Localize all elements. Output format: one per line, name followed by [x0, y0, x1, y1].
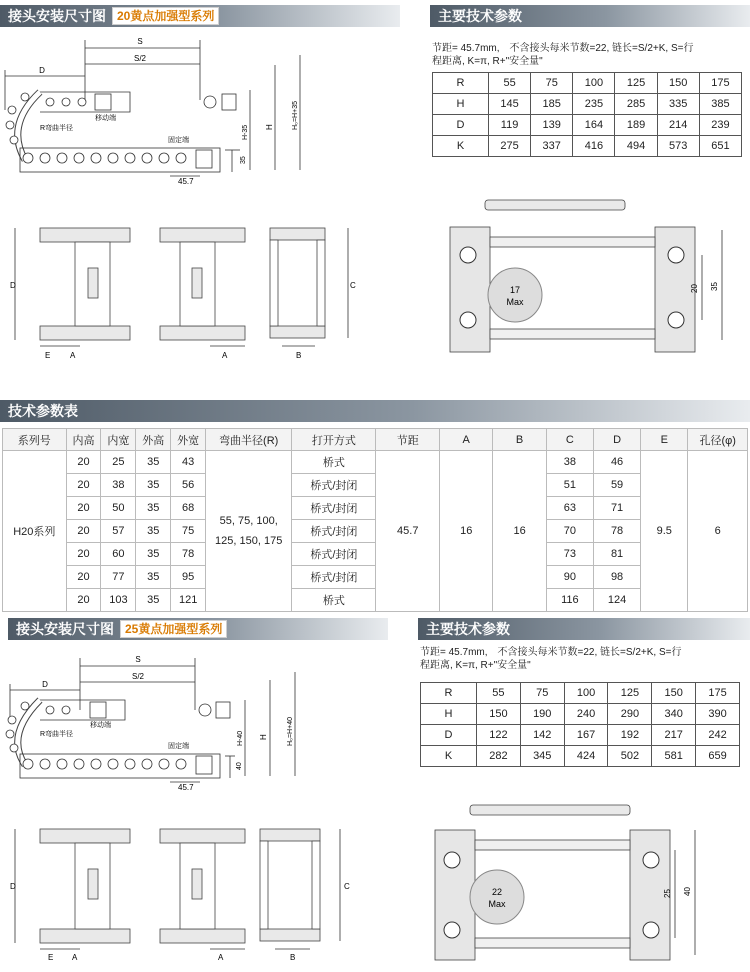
param-cell: 175 [696, 683, 740, 704]
param-cell: 100 [564, 683, 608, 704]
c-cell: 116 [546, 589, 593, 612]
section1-header [0, 5, 400, 27]
inner-height-label: 20 [690, 284, 699, 293]
section2-params-table [420, 682, 740, 767]
param-cell: 142 [520, 725, 564, 746]
param-cell: 189 [615, 115, 657, 136]
table-header-cell: 外高 [136, 429, 171, 451]
hole-cell: 6 [688, 451, 748, 612]
dim-a-label-2: A [72, 953, 78, 962]
param-cell: 214 [657, 115, 699, 136]
fixed-end-label-2: 固定端 [168, 743, 189, 750]
open-type-cell: 桥式/封闭 [292, 474, 376, 497]
param-row [421, 746, 740, 767]
dim-a-label: A [70, 351, 76, 360]
param-cell: 75 [520, 683, 564, 704]
param-cell: 275 [489, 136, 531, 157]
param-cell: 651 [699, 136, 741, 157]
dim-cell: 35 [136, 543, 171, 566]
dim-d-label: D [39, 66, 45, 75]
param-cell: 125 [608, 683, 652, 704]
dim-h-minus-label: H-35 [242, 124, 249, 140]
dim-cell: 103 [101, 589, 136, 612]
table-header-cell: 系列号 [3, 429, 67, 451]
c-cell: 38 [546, 451, 593, 474]
section1-params-table [432, 72, 742, 157]
param-cell: 125 [615, 73, 657, 94]
param-row [433, 73, 742, 94]
dim-d-side-label: D [10, 281, 16, 290]
dim-cell: 20 [66, 520, 101, 543]
dim-h-label-2: H [259, 734, 268, 740]
c-cell: 51 [546, 474, 593, 497]
dim-cell: 57 [101, 520, 136, 543]
param-row [433, 136, 742, 157]
d-cell: 81 [593, 543, 640, 566]
param-row-label: D [421, 725, 477, 746]
inner-height-label-2: 25 [663, 889, 672, 898]
dim-cell: 20 [66, 451, 101, 474]
dim-cell: 78 [171, 543, 206, 566]
section1-params-header [430, 5, 750, 27]
open-type-cell: 桥式/封闭 [292, 520, 376, 543]
dim-cell: 35 [136, 566, 171, 589]
section1-spec-text [432, 42, 750, 68]
dim-cell: 95 [171, 566, 206, 589]
param-cell: 416 [573, 136, 615, 157]
param-row [433, 115, 742, 136]
chain-install-drawing-1 [0, 30, 320, 190]
dim-cell: 121 [171, 589, 206, 612]
table-row [3, 451, 748, 474]
table-header-cell: C [546, 429, 593, 451]
dim-c-label: C [350, 281, 356, 290]
param-cell: 581 [652, 746, 696, 767]
dim-s2-label: S/2 [133, 54, 147, 63]
param-cell: 337 [531, 136, 573, 157]
open-type-cell: 桥式 [292, 451, 376, 474]
c-cell: 70 [546, 520, 593, 543]
param-cell: 242 [696, 725, 740, 746]
open-type-cell: 桥式/封闭 [292, 543, 376, 566]
table-header-cell: A [440, 429, 493, 451]
param-cell: 282 [477, 746, 521, 767]
param-cell: 150 [657, 73, 699, 94]
open-type-cell: 桥式/封闭 [292, 497, 376, 520]
dim-cell: 20 [66, 497, 101, 520]
pitch-cell: 45.7 [376, 451, 440, 612]
dim-d-side-label-2: D [10, 882, 16, 891]
dim-cell: 35 [136, 520, 171, 543]
param-cell: 55 [489, 73, 531, 94]
radius-line2: 125, 150, 175 [215, 535, 283, 547]
d-cell: 78 [593, 520, 640, 543]
param-cell: 217 [652, 725, 696, 746]
link-top-view-2 [0, 824, 380, 969]
table-header [0, 400, 750, 422]
dim-h-label: H [265, 124, 274, 130]
cross-section-1 [440, 195, 740, 360]
table-row [3, 474, 748, 497]
param-cell: 573 [657, 136, 699, 157]
section2-spec-line2: 程距离, K=π, R+"安全量" [420, 660, 531, 671]
c-cell: 73 [546, 543, 593, 566]
dim-cell: 20 [66, 566, 101, 589]
param-cell: 122 [477, 725, 521, 746]
param-cell: 385 [699, 94, 741, 115]
table-title: 技术参数表 [8, 403, 78, 419]
dim-cell: 20 [66, 474, 101, 497]
outer-height-label-2: 40 [683, 887, 692, 896]
tech-params-table [2, 428, 748, 612]
outer-height-label: 35 [710, 282, 719, 291]
series-cell: H20系列 [3, 451, 67, 612]
param-cell: 185 [531, 94, 573, 115]
param-cell: 190 [520, 704, 564, 725]
d-cell: 98 [593, 566, 640, 589]
param-cell: 167 [564, 725, 608, 746]
open-type-cell: 桥式/封闭 [292, 566, 376, 589]
dim-cell: 43 [171, 451, 206, 474]
dim-b-label-2: B [290, 953, 296, 962]
param-cell: 390 [696, 704, 740, 725]
dim-cell: 35 [136, 497, 171, 520]
moving-end-label: 移动端 [95, 115, 116, 122]
table-header-cell: D [593, 429, 640, 451]
radius-line1: 55, 75, 100, [219, 515, 278, 527]
dim-cell: 25 [101, 451, 136, 474]
chain-install-drawing-2 [0, 650, 320, 790]
table-header-cell: B [493, 429, 546, 451]
table-header-cell: 内宽 [101, 429, 136, 451]
param-row [421, 704, 740, 725]
dim-35-label: 35 [240, 156, 247, 164]
dim-cell: 60 [101, 543, 136, 566]
dim-40-label: 40 [236, 762, 243, 770]
param-row [433, 94, 742, 115]
param-cell: 502 [608, 746, 652, 767]
dim-a2-label: A [222, 351, 228, 360]
table-row [3, 589, 748, 612]
dim-hmax-label: H₀=H+35 [292, 101, 299, 130]
dim-a2-label-2: A [218, 953, 224, 962]
param-cell: 150 [477, 704, 521, 725]
param-cell: 150 [652, 683, 696, 704]
table-header-cell: E [641, 429, 688, 451]
param-cell: 235 [573, 94, 615, 115]
c-cell: 63 [546, 497, 593, 520]
param-cell: 55 [477, 683, 521, 704]
dim-cell: 75 [171, 520, 206, 543]
section2-series-tag: 25黄点加强型系列 [120, 620, 227, 638]
d-cell: 46 [593, 451, 640, 474]
section2-params-header [418, 618, 750, 640]
param-cell: 139 [531, 115, 573, 136]
dim-cell: 38 [101, 474, 136, 497]
dim-cell: 56 [171, 474, 206, 497]
section2-title: 接头安装尺寸图 [16, 621, 114, 637]
param-cell: 659 [696, 746, 740, 767]
section2-params-title: 主要技术参数 [426, 621, 510, 637]
table-header-cell: 内高 [66, 429, 101, 451]
param-row [421, 683, 740, 704]
dim-e-label: E [45, 351, 51, 360]
dim-s2-label-2: S/2 [131, 672, 145, 681]
dim-cell: 68 [171, 497, 206, 520]
link-top-view-1 [0, 218, 380, 388]
param-row-label: D [433, 115, 489, 136]
moving-end-label-2: 移动端 [90, 722, 111, 729]
table-row [3, 497, 748, 520]
param-cell: 424 [564, 746, 608, 767]
pitch-label: 45.7 [178, 177, 194, 186]
param-cell: 239 [699, 115, 741, 136]
dim-cell: 20 [66, 589, 101, 612]
c-cell: 90 [546, 566, 593, 589]
section1-series-tag: 20黄点加强型系列 [112, 7, 219, 25]
dim-hmax-label-2: H₀=H+40 [287, 717, 294, 746]
table-row [3, 520, 748, 543]
open-type-cell: 桥式 [292, 589, 376, 612]
radius-cell [206, 451, 292, 612]
table-header-cell: 弯曲半径(R) [206, 429, 292, 451]
param-cell: 340 [652, 704, 696, 725]
section1-spec-line1: 节距= 45.7mm, 不含接头每米节数=22, 链长=S/2+K, S=行 [432, 43, 694, 54]
cross-section-2 [430, 800, 730, 965]
param-row-label: K [433, 136, 489, 157]
param-cell: 285 [615, 94, 657, 115]
dim-cell: 50 [101, 497, 136, 520]
max-dia-value-2: 22 [491, 887, 503, 897]
section1-params-title: 主要技术参数 [438, 8, 522, 24]
a-cell: 16 [440, 451, 493, 612]
dim-d-label-2: D [42, 680, 48, 689]
d-cell: 59 [593, 474, 640, 497]
param-cell: 145 [489, 94, 531, 115]
fixed-end-label: 固定端 [168, 137, 189, 144]
dim-cell: 35 [136, 451, 171, 474]
param-cell: 240 [564, 704, 608, 725]
max-dia-value: 17 [509, 285, 521, 295]
table-row [3, 566, 748, 589]
param-row [421, 725, 740, 746]
dim-cell: 20 [66, 543, 101, 566]
dim-b-label: B [296, 351, 302, 360]
param-cell: 335 [657, 94, 699, 115]
section2-spec-line1: 节距= 45.7mm, 不含接头每米节数=22, 链长=S/2+K, S=行 [420, 647, 682, 658]
radius-label: R弯曲半径 [40, 125, 74, 132]
d-cell: 71 [593, 497, 640, 520]
param-row-label: H [433, 94, 489, 115]
max-dia-label: Max [506, 297, 524, 307]
pitch-label-2: 45.7 [178, 783, 194, 790]
param-cell: 119 [489, 115, 531, 136]
dim-cell: 35 [136, 589, 171, 612]
param-cell: 100 [573, 73, 615, 94]
dim-s-label: S [137, 37, 143, 46]
dim-s-label-2: S [135, 655, 141, 664]
e-cell: 9.5 [641, 451, 688, 612]
dim-cell: 35 [136, 474, 171, 497]
section2-header [8, 618, 388, 640]
section1-spec-line2: 程距离, K=π, R+"安全量" [432, 56, 543, 67]
param-cell: 345 [520, 746, 564, 767]
table-header-cell: 节距 [376, 429, 440, 451]
d-cell: 124 [593, 589, 640, 612]
dim-h-minus-label-2: H-40 [237, 730, 244, 746]
dim-e-label-2: E [48, 953, 54, 962]
param-cell: 175 [699, 73, 741, 94]
dim-cell: 77 [101, 566, 136, 589]
param-cell: 290 [608, 704, 652, 725]
param-row-label: H [421, 704, 477, 725]
max-dia-label-2: Max [488, 899, 506, 909]
radius-label-2: R弯曲半径 [40, 731, 74, 738]
table-header-cell: 外宽 [171, 429, 206, 451]
table-row [3, 543, 748, 566]
param-cell: 494 [615, 136, 657, 157]
dim-c-label-2: C [344, 882, 350, 891]
table-header-cell: 打开方式 [292, 429, 376, 451]
table-header-cell: 孔径(φ) [688, 429, 748, 451]
param-cell: 192 [608, 725, 652, 746]
param-row-label: K [421, 746, 477, 767]
param-row-label: R [421, 683, 477, 704]
section2-spec-text [420, 646, 750, 672]
section1-title: 接头安装尺寸图 [8, 8, 106, 24]
param-cell: 164 [573, 115, 615, 136]
b-cell: 16 [493, 451, 546, 612]
param-row-label: R [433, 73, 489, 94]
param-cell: 75 [531, 73, 573, 94]
